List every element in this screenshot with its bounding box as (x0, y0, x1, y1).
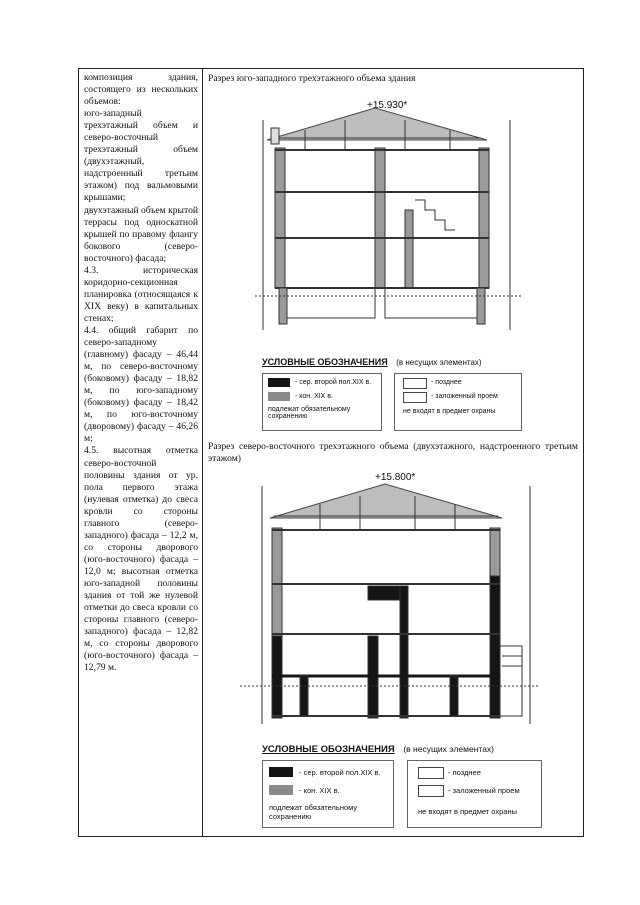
legend2-gray-label: - кон. XIX в. (299, 786, 340, 795)
paragraph-4-5: 4.5. высотная отметка северо-восточной половины здания от ур. пола первого этажа (нулевая отметка) до свеса кровли со стороны главного (северо-западного) фасада – 12,2 м, со стороны дворового (юго-восточного) фасада – 12,0 м; высотная отметка юго-западной половины здания от той же нулевой отметки до свеса кровли со стороны главного (северо-западного) фасада – 12,82 м, со стороны дворового (юго-восточного) фасада – 12,79 м. (84, 445, 198, 674)
section2-legend (262, 744, 542, 830)
paragraph-4-4: 4.4. общий габарит по северо-западному (главному) фасаду – 46,44 м, по северо-восточному (боковому) фасаду – 18,82 м, по юго-западному (боковому) фасаду – 18,42 м, по юго-восточному (дворовому) фасаду – 46,26 м; (84, 324, 198, 445)
paragraph-composition: композиция здания, состоящего из нескольких объемов: (84, 72, 198, 108)
legend1-blocked-swatch (403, 392, 427, 403)
section2-drawing (240, 466, 540, 728)
legend2-dark-label: - сер. второй пол.XIX в. (299, 768, 381, 777)
legend1-protect-label: подлежат обязательному сохранению (268, 406, 351, 420)
legend2-gray-swatch (269, 785, 293, 795)
section2-caption: Разрез северо-восточного трехэтажного объема (двухэтажного, надстроенного третьим этажом) (208, 441, 578, 465)
section1-drawing (255, 100, 523, 338)
legend1-subtitle: (в несущих элементах) (396, 358, 482, 367)
paragraph-terrace: двухэтажный объем крытой террасы под односкатной крышей по правому флангу бокового (северо-восточного) фасада; (84, 204, 199, 264)
legend2-not-protected-label: не входят в предмет охраны (418, 807, 518, 816)
legend1-dark-label: - сер. второй пол.XIX в. (295, 379, 372, 386)
legend1-late-swatch (403, 378, 427, 389)
paragraph-volumes: юго-западный трехэтажный объем и северо-восточный трехэтажный объем (двухэтажный, надстроенный третьим этажом) под вальмовыми крышами; (84, 108, 198, 204)
legend1-title: УСЛОВНЫЕ ОБОЗНАЧЕНИЯ (262, 357, 388, 367)
roof (267, 108, 487, 140)
legend1-blocked-label: - заложенный проем (431, 393, 498, 400)
legend1-gray-label: - кон. XIX в. (295, 393, 333, 400)
legend2-subtitle: (в несущих элементах) (403, 744, 495, 754)
legend2-late-label: - позднее (448, 768, 481, 777)
legend2-blocked-swatch (418, 785, 444, 797)
legend1-late-label: - позднее (431, 379, 462, 386)
section1-legend (262, 357, 522, 427)
section1-elevation: +15.930* (367, 100, 408, 111)
legend1-gray-swatch (268, 392, 290, 401)
section1-caption: Разрез юго-западного трехэтажного объема здания (208, 73, 416, 84)
left-column-text (84, 72, 198, 674)
legend2-title: УСЛОВНЫЕ ОБОЗНАЧЕНИЯ (262, 744, 395, 755)
legend2-blocked-label: - заложенный проем (448, 786, 520, 795)
section2-elevation: +15.800* (375, 472, 416, 483)
legend2-protect-label: подлежат обязательному сохранению (269, 803, 358, 821)
paragraph-4-3: 4.3. историческая коридорно-секционная планировка (относящаяся к XIX веку) в капитальных стенах; (84, 264, 198, 324)
column-divider (202, 68, 203, 837)
legend2-late-swatch (418, 767, 444, 779)
legend1-not-protected-label: не входят в предмет охраны (403, 408, 496, 415)
legend2-dark-swatch (269, 767, 293, 777)
legend1-dark-swatch (268, 378, 290, 387)
roof2 (270, 484, 502, 518)
